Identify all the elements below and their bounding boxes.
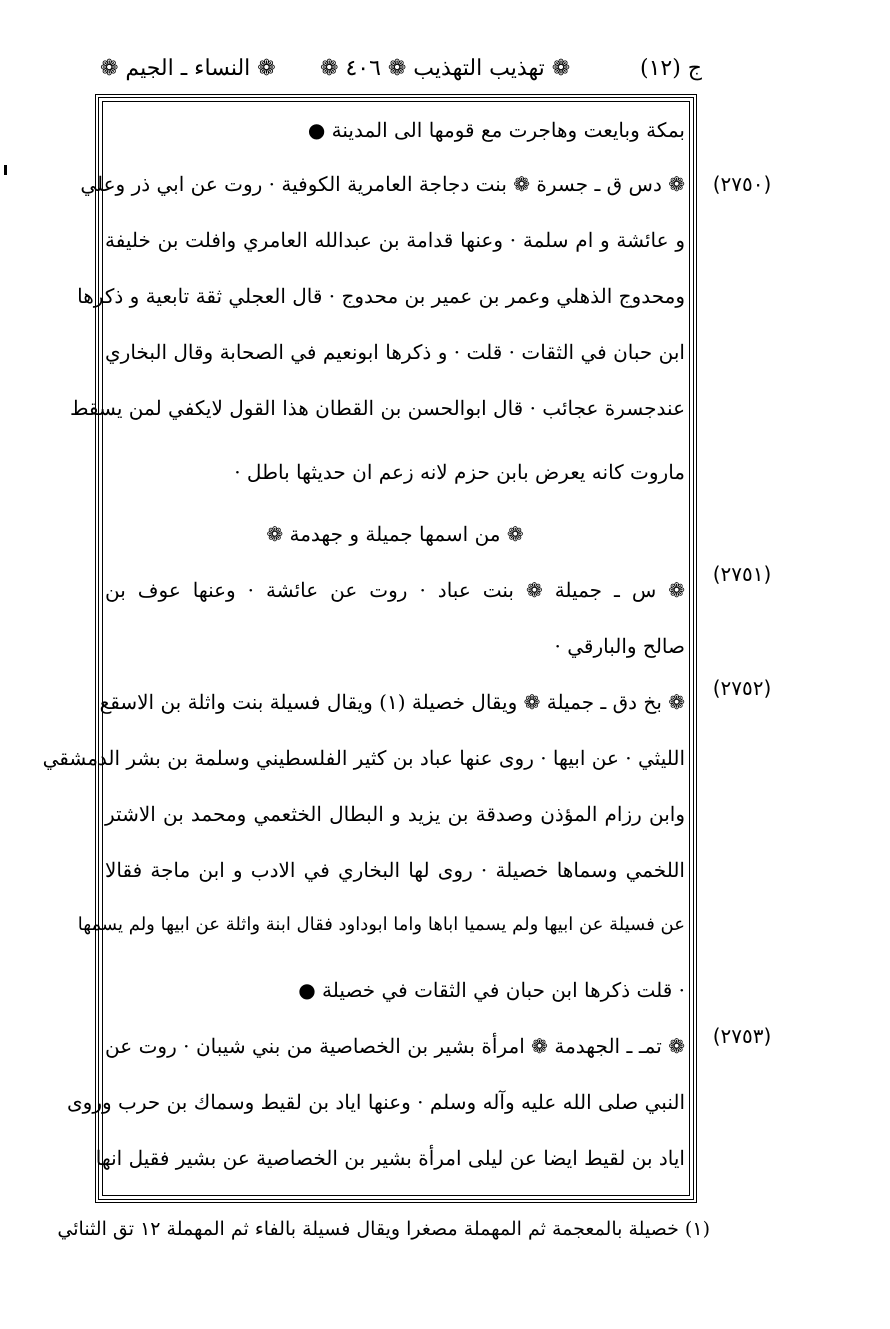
text-line-12: الليثي · عن ابيها · روى عنها عباد بن كثير الفلسطيني وسلمة بن بشر الدمشقي: [42, 746, 685, 770]
text-line-3: و عائشة و ام سلمة · وعنها قدامة بن عبدالله العامري وافلت بن خليفة: [105, 228, 685, 252]
entry-number-2752: (٢٧٥٢): [712, 676, 772, 700]
text-line-4: ومحدوج الذهلي وعمر بن عمير بن محدوج · قال العجلي ثقة تابعية و ذكرها: [77, 284, 685, 308]
text-line-1: بمكة وبايعت وهاجرت مع قومها الى المدينة ●: [307, 118, 685, 142]
text-line-7: ماروت كانه يعرض بابن حزم لانه زعم ان حديثها باطل ·: [234, 460, 685, 484]
header-section: ❁ النساء ـ الجيم ❁: [100, 56, 276, 81]
text-line-13: وابن رزام المؤذن وصدقة بن يزيد و البطال الخثعمي ومحمد بن الاشتر: [105, 802, 685, 826]
text-line-15: عن فسيلة عن ابيها ولم يسميا اباها واما ابوداود فقال ابنة واثلة عن ابيها ولم يسمها: [77, 914, 685, 935]
entry-number-2750: (٢٧٥٠): [712, 172, 772, 196]
footnote: (١) خصيلة بالمعجمة ثم المهملة مصغرا ويقال فسيلة بالفاء ثم المهملة ١٢ تق الثنائي: [57, 1218, 710, 1240]
page-header: [100, 44, 702, 94]
text-line-5: ابن حبان في الثقات · قلت · و ذكرها ابونعيم في الصحابة وقال البخاري: [105, 340, 685, 364]
text-line-10: صالح والبارقي ·: [554, 634, 685, 658]
section-heading: ❁ من اسمها جميلة و جهدمة ❁: [266, 522, 524, 546]
text-line-2: ❁ دس ق ـ جسرة ❁ بنت دجاجة العامرية الكوفية · روت عن ابي ذر وعلي: [80, 172, 685, 196]
text-line-14: اللخمي وسماها خصيلة · روى لها البخاري في الادب و ابن ماجة فقالا: [105, 858, 685, 882]
margin-mark: [4, 165, 7, 175]
text-line-16: · قلت ذكرها ابن حبان في الثقات في خصيلة ●: [298, 978, 685, 1002]
header-volume: ج (١٢): [639, 56, 702, 81]
text-line-18: النبي صلى الله عليه وآله وسلم · وعنها اياد بن لقيط وسماك بن حرب وروى: [67, 1090, 685, 1114]
entry-number-2753: (٢٧٥٣): [712, 1024, 772, 1048]
text-line-17: ❁ تمـ ـ الجهدمة ❁ امرأة بشير بن الخصاصية من بني شيبان · روت عن: [105, 1034, 685, 1058]
text-line-6: عندجسرة عجائب · قال ابوالحسن بن القطان هذا القول لايكفي لمن يسقط: [69, 396, 685, 420]
entry-number-2751: (٢٧٥١): [712, 562, 772, 586]
text-line-11: ❁ بخ دق ـ جميلة ❁ ويقال خصيلة (١) ويقال فسيلة بنت واثلة بن الاسقع: [99, 690, 685, 714]
text-line-9: ❁ س ـ جميلة ❁ بنت عباد · روت عن عائشة · وعنها عوف بن: [105, 578, 685, 602]
text-line-19: اياد بن لقيط ايضا عن ليلى امرأة بشير بن الخصاصية عن بشير فقيل انها: [95, 1146, 685, 1170]
header-book-page: ❁ تهذيب التهذيب ❁ ٤٠٦ ❁: [320, 56, 571, 81]
